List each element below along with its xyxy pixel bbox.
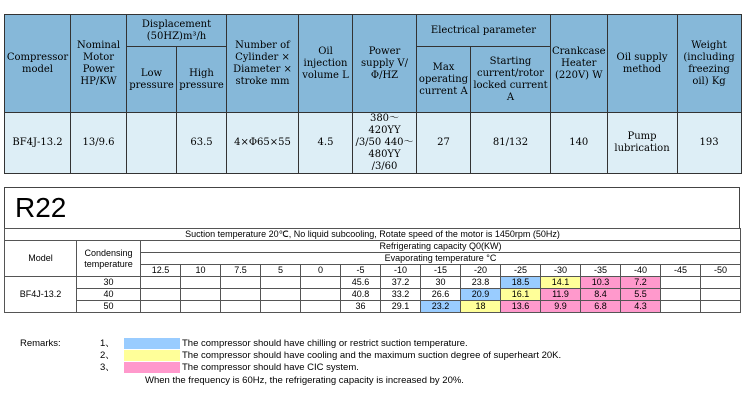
capacity-cell: 10.3 [581,277,621,289]
capacity-cell: 16.1 [501,289,541,301]
evap-temp-cell: -40 [621,265,661,277]
capacity-cell: 37.2 [381,277,421,289]
evap-temp-cell: -5 [341,265,381,277]
performance-table-container [4,228,741,313]
evap-temp-cell: -25 [501,265,541,277]
evap-temp-cell: 12.5 [141,265,181,277]
remark-number: 2、 [100,350,115,361]
remark-text: The compressor should have chilling or restrict suction temperature. [182,338,468,349]
evap-temp-cell: -10 [381,265,421,277]
r22-title: R22 [15,192,67,223]
cell-oil-method: Pump lubrication [607,113,677,174]
r22-subtitle: Suction temperature 20℃, No liquid subcooling, Rotate speed of the motor is 1450rpm (50Hz) [5,229,741,241]
evap-temp-cell: 5 [261,265,301,277]
evap-temp-cell: 10 [181,265,221,277]
capacity-cell [301,289,341,301]
evap-temp-cell: -50 [701,265,741,277]
color-swatch [124,338,180,349]
capacity-cell: 29.1 [381,301,421,313]
capacity-cell [221,289,261,301]
header-heater: Crankcase Heater (220V) W [551,15,608,113]
header-oil-method: Oil supply method [607,15,677,113]
capacity-cell: 8.4 [581,289,621,301]
capacity-cell: 30 [421,277,461,289]
capacity-cell [701,277,741,289]
cell-power: 13/9.6 [71,113,127,174]
capacity-cell [221,301,261,313]
header-oil-volume: Oil injection volume L [299,15,353,113]
spec-table [4,14,742,174]
capacity-cell: 26.6 [421,289,461,301]
capacity-cell: 11.9 [541,289,581,301]
capacity-cell [141,289,181,301]
remark-item-3 [0,362,750,373]
evap-temp-cell: -30 [541,265,581,277]
capacity-cell [181,301,221,313]
capacity-cell: 13.6 [501,301,541,313]
model-header: Model [5,241,77,277]
capacity-cell [701,289,741,301]
evap-temp-cell: 7.5 [221,265,261,277]
capacity-cell: 20.9 [461,289,501,301]
evap-temp-cell: -20 [461,265,501,277]
header-electrical: Electrical parameter [417,15,551,47]
header-disp-low: Low pressure [127,47,177,113]
capacity-cell [141,277,181,289]
cell-heater: 140 [551,113,608,174]
capacity-cell: 36 [341,301,381,313]
capacity-cell: 40.8 [341,289,381,301]
cell-cylinder: 4×Φ65×55 [227,113,299,174]
remark-item-1 [0,338,750,349]
capacity-cell [301,277,341,289]
capacity-cell: 45.6 [341,277,381,289]
capacity-cell: 23.2 [421,301,461,313]
header-model: Compressor model [5,15,71,113]
cell-disp-high: 63.5 [177,113,227,174]
capacity-cell: 23.8 [461,277,501,289]
condensing-header: Condensing temperature [77,241,141,277]
capacity-cell [701,301,741,313]
cell-weight: 193 [677,113,741,174]
evap-temp-cell: -15 [421,265,461,277]
table-row [5,289,741,301]
cell-supply: 380～420YY /3/50 440～480YY /3/60 [353,113,417,174]
evap-temp-cell: 0 [301,265,341,277]
evap-temp-cell: -35 [581,265,621,277]
remark-number: 1、 [100,338,115,349]
capacity-cell: 7.2 [621,277,661,289]
header-cylinder: Number of Cylinder × Diameter × stroke mm [227,15,299,113]
capacity-cell: 9.9 [541,301,581,313]
capacity-cell [181,289,221,301]
color-swatch [124,362,180,373]
capacity-header: Refrigerating capacity Q0(KW) [141,241,741,253]
remark-number: 3、 [100,362,115,373]
header-max-current: Max operating current A [417,47,471,113]
cell-start-current: 81/132 [471,113,551,174]
capacity-cell: 18 [461,301,501,313]
header-power: Nominal Motor Power HP/KW [71,15,127,113]
table-row [5,277,741,289]
capacity-cell: 4.3 [621,301,661,313]
capacity-cell [141,301,181,313]
perf-model-cell: BF4J-13.2 [5,277,77,313]
condensing-temp-cell: 30 [77,277,141,289]
capacity-cell [661,289,701,301]
capacity-cell [261,277,301,289]
capacity-cell: 5.5 [621,289,661,301]
performance-table [4,228,741,313]
remark-text: The compressor should have cooling and the maximum suction degree of superheart 20K. [182,350,562,361]
color-swatch [124,350,180,361]
capacity-cell [261,289,301,301]
capacity-cell: 18.5 [501,277,541,289]
capacity-cell: 14.1 [541,277,581,289]
capacity-cell: 6.8 [581,301,621,313]
spec-table-container [4,14,742,174]
header-displacement: Displacement (50HZ)m³/h [127,15,227,47]
condensing-temp-cell: 50 [77,301,141,313]
evap-temp-cell: -45 [661,265,701,277]
header-supply: Power supply V/Φ/HZ [353,15,417,113]
remarks-label: Remarks: [20,338,61,349]
header-weight: Weight (including freezing oil) Kg [677,15,741,113]
cell-max-current: 27 [417,113,471,174]
cell-model: BF4J-13.2 [5,113,71,174]
evap-header: Evaporating temperature °C [141,253,741,265]
capacity-cell [661,277,701,289]
remark-note-row [0,375,750,386]
table-row [5,301,741,313]
remark-text: The compressor should have CIC system. [182,362,359,373]
header-disp-high: High pressure [177,47,227,113]
capacity-cell [661,301,701,313]
capacity-cell: 33.2 [381,289,421,301]
header-start-current: Starting current/rotor locked current A [471,47,551,113]
capacity-cell [261,301,301,313]
capacity-cell [181,277,221,289]
cell-oil-volume: 4.5 [299,113,353,174]
condensing-temp-cell: 40 [77,289,141,301]
remark-item-2 [0,350,750,361]
capacity-cell [301,301,341,313]
capacity-cell [221,277,261,289]
remark-note: When the frequency is 60Hz, the refrigerating capacity is increased by 20%. [145,375,464,386]
cell-disp-low [127,113,177,174]
